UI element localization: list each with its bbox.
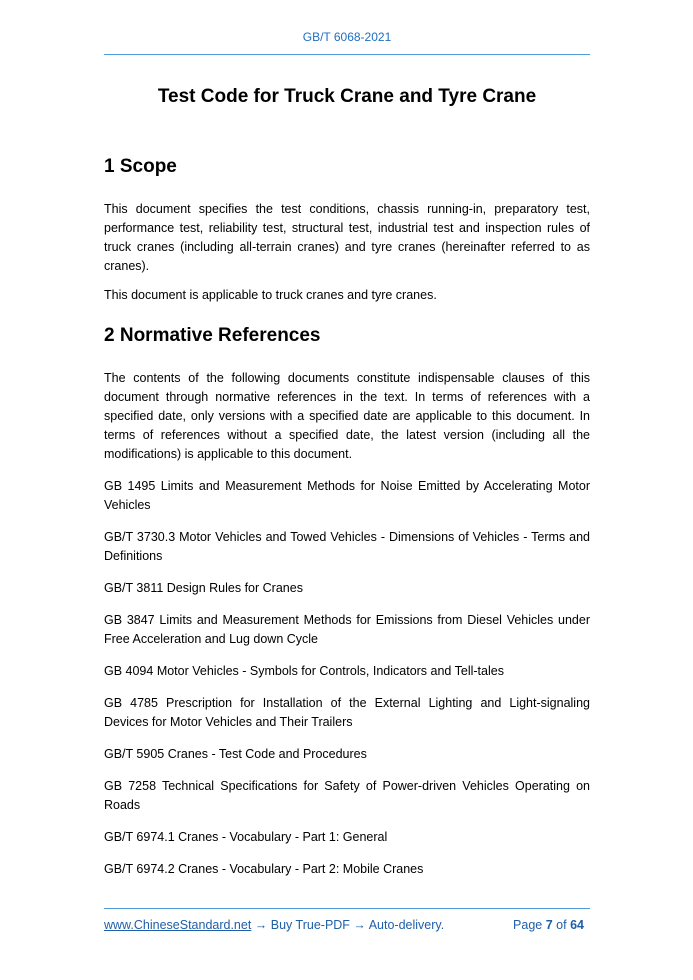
document-title: Test Code for Truck Crane and Tyre Crane xyxy=(157,86,537,107)
page-header: GB/T 6068-2021 xyxy=(302,30,392,44)
page-footer xyxy=(104,918,590,932)
section-heading-scope: 1 Scope xyxy=(104,156,177,177)
reference-item: GB 7258 Technical Specifications for Safety of Power-driven Vehicles Operating on Roads xyxy=(104,779,590,812)
page-label: Page xyxy=(513,918,543,932)
reference-item: GB/T 3811 Design Rules for Cranes xyxy=(104,581,303,595)
reference-item: GB/T 5905 Cranes - Test Code and Procedures xyxy=(104,747,367,761)
scope-paragraph: This document is applicable to truck cranes and tyre cranes. xyxy=(104,288,437,302)
reference-item: GB 4094 Motor Vehicles - Symbols for Controls, Indicators and Tell-tales xyxy=(104,664,504,678)
scope-paragraph: This document specifies the test conditions, chassis running-in, preparatory test, performance test, reliability test, structural test, industrial test and inspection rules of truck cranes (including all-terrain cranes) and tyre cranes (hereinafter referred to as cranes). xyxy=(104,202,590,273)
footer-divider xyxy=(104,908,590,909)
website-link[interactable]: www.ChineseStandard.net xyxy=(104,918,252,932)
page-number xyxy=(513,918,584,932)
page-total: 64 xyxy=(570,918,584,932)
reference-item: GB/T 6974.2 Cranes - Vocabulary - Part 2: Mobile Cranes xyxy=(104,862,424,876)
page-current: 7 xyxy=(545,918,553,932)
reference-item: GB/T 3730.3 Motor Vehicles and Towed Vehicles - Dimensions of Vehicles - Terms and Definitions xyxy=(104,530,590,563)
reference-item: GB/T 6974.1 Cranes - Vocabulary - Part 1: General xyxy=(104,830,388,844)
section-heading-normative-references: 2 Normative References xyxy=(104,325,321,346)
reference-item: GB 1495 Limits and Measurement Methods for Noise Emitted by Accelerating Motor Vehicles xyxy=(104,479,590,512)
reference-item: GB 4785 Prescription for Installation of the External Lighting and Light-signaling Devices for Motor Vehicles and Their Trailers xyxy=(104,696,590,729)
header-divider xyxy=(104,54,590,55)
reference-item: GB 3847 Limits and Measurement Methods for Emissions from Diesel Vehicles under Free Acceleration and Lug down Cycle xyxy=(104,613,590,646)
footer-tagline: → Buy True-PDF → Auto-delivery. xyxy=(251,918,445,932)
document-body xyxy=(104,154,590,879)
normative-intro-paragraph: The contents of the following documents constitute indispensable clauses of this document through normative references in the text. In terms of references with a specified date, only versions with a specified date are applicable to this document. In terms of references without a specified date, the latest version (including all the modifications) is applicable to this document. xyxy=(104,371,590,461)
page-of: of xyxy=(556,918,567,932)
